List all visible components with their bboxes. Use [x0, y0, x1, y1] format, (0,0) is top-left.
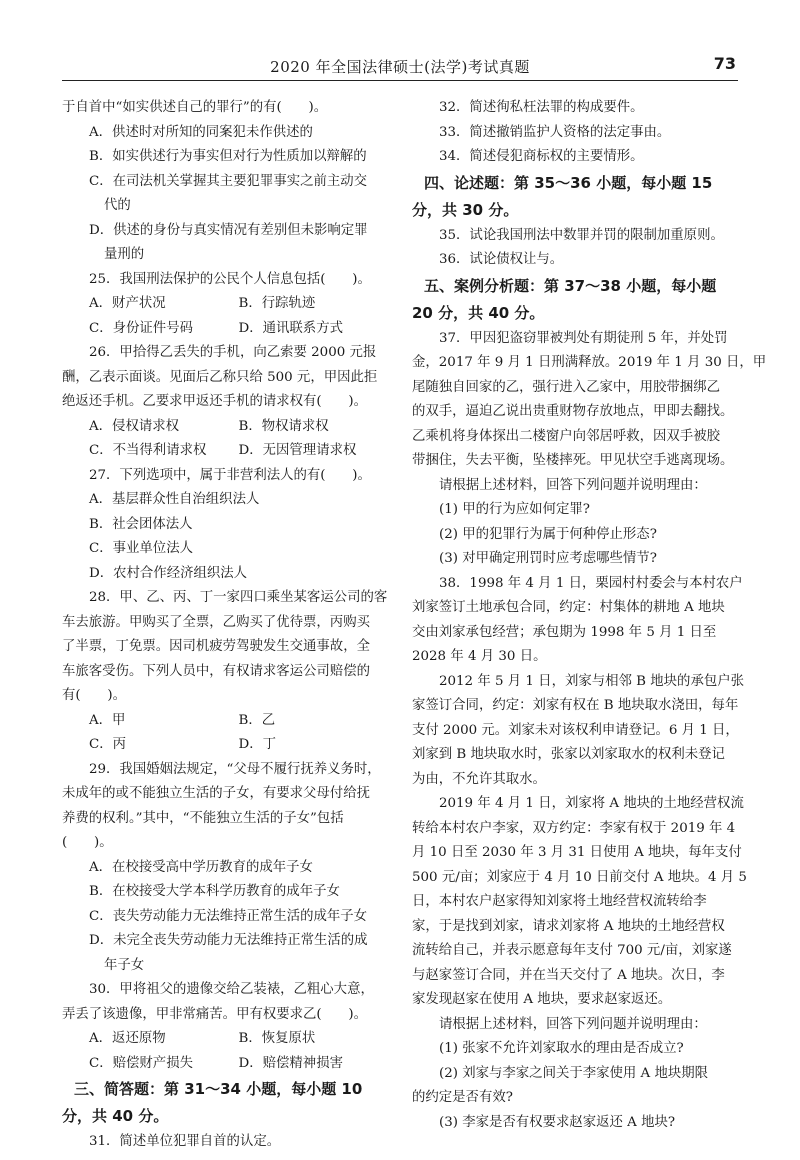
option-d: D．未完全丧失劳动能力无法维持正常生活的成	[89, 933, 368, 948]
sub-question-cont: 的约定是否有效?	[412, 1090, 513, 1105]
case-text: 月 10 日至 2030 年 3 月 31 日使用 A 地块，每年支付	[412, 845, 742, 860]
section-heading-cont: 分，共 40 分。	[62, 1107, 169, 1125]
section-heading: 五、案例分析题：第 37～38 小题，每小题	[424, 276, 717, 295]
sub-question: (1) 甲的行为应如何定罪?	[439, 502, 590, 517]
question-36: 36．试论债权让与。	[439, 252, 564, 267]
case-text: 转给本村农户李家，双方约定：李家有权于 2019 年 4	[412, 820, 736, 836]
question-stem: 25．我国刑法保护的公民个人信息包括( )。	[89, 271, 371, 287]
case-text: 2012 年 5 月 1 日，刘家与相邻 B 地块的承包户张	[439, 673, 745, 689]
case-prompt: 请根据上述材料，回答下列问题并说明理由：	[439, 1016, 707, 1032]
options-row	[62, 439, 388, 464]
case-prompt: 请根据上述材料，回答下列问题并说明理由：	[439, 477, 707, 493]
sub-question: (1) 张家不允许刘家取水的理由是否成立?	[439, 1041, 684, 1056]
option-a: A．侵权请求权	[89, 418, 180, 434]
option-a: A．在校接受高中学历教育的成年子女	[89, 859, 313, 875]
header-rule	[62, 80, 738, 81]
question-stem-cont: 有( )。	[62, 688, 127, 703]
option-c: C．丧失劳动能力无法维持正常生活的成年子女	[89, 908, 368, 924]
case-text: 500 元/亩；刘家应于 4 月 10 日前交付 A 地块。4 月 5	[412, 869, 747, 885]
option-c: C．身份证件号码	[89, 320, 193, 336]
options-row	[62, 317, 388, 342]
question-30	[62, 978, 388, 1076]
question-35: 35．试论我国刑法中数罪并罚的限制加重原则。	[439, 227, 724, 243]
question-24	[62, 96, 388, 268]
sub-question: (2) 刘家与李家之间关于李家使用 A 地块期限	[439, 1065, 709, 1081]
case-text: 支付 2000 元。刘家未对该权利申请登记。6 月 1 日，	[412, 722, 739, 738]
case-text: 交由刘家承包经营；承包期为 1998 年 5 月 1 日至	[412, 624, 717, 640]
options-row	[62, 1027, 388, 1052]
question-32: 32．简述徇私枉法罪的构成要件。	[439, 100, 644, 115]
sub-question: (3) 对甲确定刑罚时应考虑哪些情节?	[439, 551, 657, 566]
section-5-heading	[412, 273, 738, 327]
question-31: 31．简述单位犯罪自首的认定。	[89, 1134, 281, 1149]
option-d: D．丁	[238, 737, 277, 752]
case-text: 乙乘机将身体探出二楼窗户向邻居呼救，因双手被胶	[412, 428, 720, 444]
option-d-cont: 量刑的	[104, 247, 145, 262]
option-d: D．无因管理请求权	[238, 443, 357, 458]
case-text: 38．1998 年 4 月 1 日，栗园村村委会与本村农户	[439, 575, 743, 591]
question-stem-cont: 未成年的或不能独立生活的子女，有要求父母付给抚	[62, 786, 370, 801]
case-text: 刘家签订土地承包合同，约定：村集体的耕地 A 地块	[412, 600, 725, 615]
question-stem-cont: 酬，乙表示面谈。见面后乙称只给 500 元，甲因此拒	[62, 369, 378, 385]
question-29	[62, 758, 388, 979]
option-c-cont: 代的	[104, 198, 131, 213]
header-title: 2020 年全国法律硕士(法学)考试真题	[270, 58, 530, 76]
option-b: B．物权请求权	[238, 418, 329, 434]
sub-question: (3) 李家是否有权要求赵家返还 A 地块?	[439, 1114, 676, 1130]
option-b: B．如实供述行为事实但对行为性质加以辩解的	[89, 149, 367, 164]
option-d-cont: 年子女	[104, 957, 145, 973]
option-c: C．丙	[89, 737, 127, 752]
question-stem-cont: 了半票，丁免票。因司机疲劳驾驶发生交通事故，全	[62, 639, 370, 654]
options-row	[62, 292, 388, 317]
question-37	[412, 327, 767, 572]
option-b: B．行踪轨迹	[238, 296, 316, 311]
question-28	[62, 586, 388, 758]
case-text: 37．甲因犯盗窃罪被判处有期徒刑 5 年，并处罚	[439, 330, 728, 346]
options-row	[62, 1052, 388, 1077]
question-stem-cont: ( )。	[62, 835, 113, 850]
option-c: C．赔偿财产损失	[89, 1055, 193, 1071]
case-text: 2019 年 4 月 1 日，刘家将 A 地块的土地经营权流	[439, 796, 744, 811]
case-text: 家发现赵家在使用 A 地块，要求赵家返还。	[412, 992, 672, 1007]
question-stem-cont: 弄丢了该遗像，甲非常痛苦。甲有权要求乙( )。	[62, 1006, 368, 1022]
page-number: 73	[713, 54, 736, 73]
question-27	[62, 464, 388, 587]
case-text: 流转给自己，并表示愿意每年支付 700 元/亩，刘家遂	[412, 943, 732, 958]
sub-question: (2) 甲的犯罪行为属于何种停止形态?	[439, 526, 657, 542]
option-b: B．恢复原状	[238, 1031, 316, 1046]
case-text: 日，本村农户赵家得知刘家将土地经营权流转给李	[412, 894, 707, 909]
question-stem: 28．甲、乙、丙、丁一家四口乘坐某客运公司的客	[89, 590, 388, 605]
section-heading: 三、简答题：第 31～34 小题，每小题 10	[74, 1080, 363, 1098]
option-a: A．甲	[89, 712, 126, 728]
question-stem: 27．下列选项中，属于非营利法人的有( )。	[89, 467, 371, 483]
page-header	[62, 52, 738, 82]
case-text: 刘家到 B 地块取水时，张家以刘家取水的权利未登记	[412, 747, 725, 762]
options-row	[62, 709, 388, 734]
option-a: A．返还原物	[89, 1031, 166, 1046]
question-stem-cont: 养费的权利。”其中，“不能独立生活的子女”包括	[62, 810, 344, 826]
option-c: C．在司法机关掌握其主要犯罪事实之前主动交	[89, 173, 368, 189]
question-33: 33．简述撤销监护人资格的法定事由。	[439, 124, 671, 140]
case-text: 2028 年 4 月 30 日。	[412, 649, 547, 664]
options-row	[62, 733, 388, 758]
question-38	[412, 572, 747, 1136]
question-stem: 30．甲将祖父的遗像交给乙装裱，乙粗心大意，	[89, 982, 374, 997]
question-25	[62, 268, 388, 342]
option-c: C．事业单位法人	[89, 541, 193, 556]
option-d: D．通讯联系方式	[238, 320, 343, 336]
question-stem: 29．我国婚姻法规定，“父母不履行抚养义务时，	[89, 761, 381, 777]
question-26	[62, 341, 388, 464]
question-stem-cont: 绝返还手机。乙要求甲返还手机的请求权有( )。	[62, 394, 368, 409]
question-stem: 于自首中“如实供述自己的罪行”的有( )。	[62, 100, 328, 115]
case-text: 尾随独自回家的乙，强行进入乙家中，用胶带捆绑乙	[412, 379, 720, 395]
question-stem: 26．甲拾得乙丢失的手机，向乙索要 2000 元报	[89, 345, 377, 360]
case-text: 为由，不允许其取水。	[412, 771, 546, 787]
option-b: B．社会团体法人	[89, 516, 193, 532]
section-heading-cont: 分，共 30 分。	[412, 200, 519, 219]
options-row	[62, 415, 388, 440]
question-stem-cont: 车去旅游。甲购买了全票，乙购买了优待票，丙购买	[62, 614, 370, 630]
case-text: 家签订合同，约定：刘家有权在 B 地块取水浇田，每年	[412, 698, 739, 713]
question-34: 34．简述侵犯商标权的主要情形。	[439, 149, 644, 164]
case-text: 家，于是找到刘家，请求刘家将 A 地块的土地经营权	[412, 918, 725, 934]
section-4-heading	[412, 170, 738, 224]
option-b: B．乙	[238, 712, 276, 728]
section-3-heading	[62, 1076, 388, 1130]
option-a: A．基层群众性自治组织法人	[89, 492, 260, 507]
case-text: 带捆住，失去平衡，坠楼摔死。甲见状空手逃离现场。	[412, 453, 734, 468]
right-column	[412, 96, 767, 1135]
case-text: 的双手，逼迫乙说出贵重财物存放地点，甲即去翻找。	[412, 404, 734, 419]
question-stem-cont: 车旅客受伤。下列人员中，有权请求客运公司赔偿的	[62, 663, 370, 679]
case-text: 金，2017 年 9 月 1 日刑满释放。2019 年 1 月 30 日，甲	[412, 355, 767, 370]
section-heading: 四、论述题：第 35～36 小题，每小题 15	[424, 173, 713, 192]
option-a: A．财产状况	[89, 296, 166, 311]
option-d: D．农村合作经济组织法人	[89, 565, 248, 581]
left-column	[62, 96, 388, 1155]
option-a: A．供述时对所知的同案犯未作供述的	[89, 124, 313, 140]
option-d: D．供述的身份与真实情况有差别但未影响定罪	[89, 222, 368, 238]
section-heading-cont: 20 分，共 40 分。	[412, 303, 545, 322]
option-b: B．在校接受大学本科学历教育的成年子女	[89, 884, 340, 899]
option-d: D．赔偿精神损害	[238, 1055, 343, 1071]
case-text: 与赵家签订合同，并在当天交付了 A 地块。次日，李	[412, 967, 725, 983]
option-c: C．不当得利请求权	[89, 443, 207, 458]
